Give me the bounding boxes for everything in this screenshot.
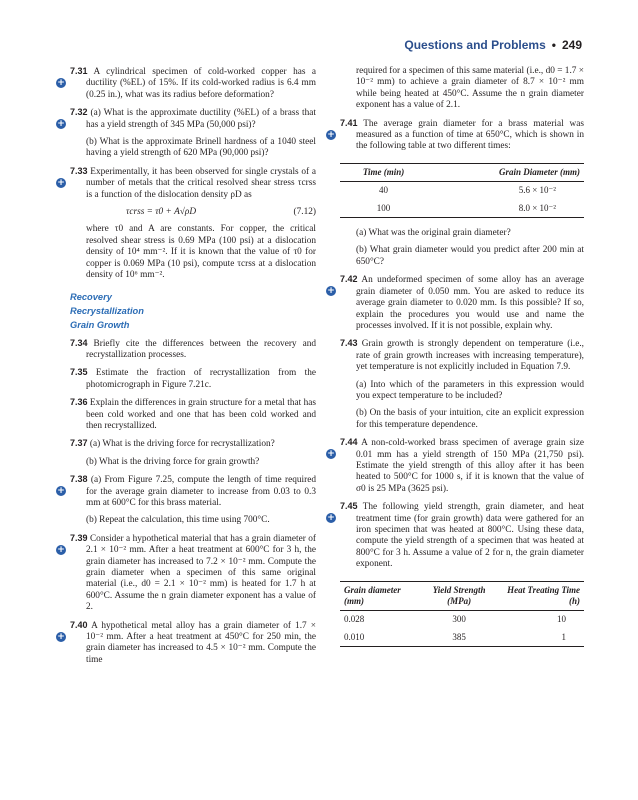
plus-icon[interactable]: + xyxy=(327,129,335,140)
yield-strength-table xyxy=(340,581,584,648)
problem-7-35 xyxy=(70,367,316,391)
problem-7-44 xyxy=(327,437,584,495)
problem-number: 7.35 xyxy=(70,367,88,378)
problem-number: 7.37 xyxy=(70,438,88,449)
problem-part-a: (a) What is the driving force for recrystallization? xyxy=(89,439,275,450)
equation-7-12 xyxy=(86,207,316,218)
problem-text: A hypothetical metal alloy has a grain diameter of 1.7 × 10⁻² mm. After a heat treatment at 450°C for 250 min, the grain diameter has increased to 4.5 × 10⁻² mm. Compute the time xyxy=(86,620,316,665)
problem-number: 7.33 xyxy=(70,165,88,176)
table-header: Time (min) xyxy=(362,166,405,177)
problem-text-continued: where τ0 and A are constants. For copper, the critical resolved shear stress is 0.69 MPa (100 psi) at a dislocation density of 10⁴ mm⁻². If it is known that the value of τ0 for copper is 0.069 MPa (10 psi), compute τcrss at a dislocation density of 10⁶ mm⁻². xyxy=(86,224,316,281)
plus-icon[interactable]: + xyxy=(57,486,65,497)
problem-7-31 xyxy=(57,66,317,101)
table-header: Grain diameter (mm) xyxy=(344,584,401,607)
table-row xyxy=(340,200,584,218)
plus-icon[interactable]: + xyxy=(57,631,65,642)
problem-number: 7.31 xyxy=(70,66,88,76)
table-header: Heat Treating Time (h) xyxy=(507,584,580,607)
problem-number: 7.34 xyxy=(70,337,88,348)
problem-7-45 xyxy=(327,501,584,570)
problem-text: Briefly cite the differences between the recovery and recrystallization processes. xyxy=(86,338,316,360)
problem-7-38 xyxy=(57,474,316,509)
section-headings xyxy=(70,290,316,332)
plus-icon[interactable]: + xyxy=(57,544,65,555)
problem-7-32 xyxy=(57,107,316,131)
problem-7-39 xyxy=(57,532,316,614)
problem-number: 7.44 xyxy=(340,437,358,448)
problem-part-a: (a) What is the approximate ductility (%EL) of a brass that has a yield strength of 345 MPa (50,000 psi)? xyxy=(86,108,316,130)
table-row xyxy=(340,611,584,629)
problem-7-43 xyxy=(340,338,584,373)
plus-icon[interactable]: + xyxy=(57,177,65,188)
plus-icon[interactable]: + xyxy=(327,449,335,460)
page-number: 249 xyxy=(561,38,582,52)
left-column xyxy=(57,66,317,672)
problem-7-41 xyxy=(327,117,584,153)
problem-number: 7.43 xyxy=(340,338,358,349)
problem-text: The following yield strength, grain diameter, and heat treatment time (for grain growth) data were gathered for an iron specimen that was heated at 800°C. Using these data, compute the yield strength of a specimen that was heated at 800°C for 3 h. Assume a value of 2 for n, the grain diameter exponent. xyxy=(356,502,584,570)
running-header xyxy=(404,38,582,52)
section-grain-growth: Grain Growth xyxy=(70,319,130,330)
problem-number: 7.40 xyxy=(70,619,88,630)
problem-text: Explain the differences in grain structure for a metal that has been cold worked and one that has been cold worked and then recrystallized. xyxy=(86,398,316,431)
table-cell: 1 xyxy=(561,631,566,642)
header-title: Questions and Problems xyxy=(404,38,546,52)
problem-7-33 xyxy=(57,165,316,201)
equation-body: τcrss = τ0 + A√ρD xyxy=(126,207,197,218)
table-row xyxy=(340,182,584,200)
problem-number: 7.38 xyxy=(70,474,88,485)
section-recrystallization: Recrystallization xyxy=(70,305,144,316)
problem-number: 7.45 xyxy=(340,501,358,512)
plus-icon[interactable]: + xyxy=(57,119,65,130)
table-header-row xyxy=(340,581,584,611)
table-row xyxy=(340,629,584,647)
header-bullet: • xyxy=(551,38,556,52)
problem-part-b: (b) On the basis of your intuition, cite an explicit expression for this temperature dependence. xyxy=(356,408,584,430)
problem-number: 7.39 xyxy=(70,532,88,543)
problem-7-36 xyxy=(70,397,316,432)
problem-text: The average grain diameter for a brass material was measured as a function of time at 650°C, which is shown in the following table at two different times: xyxy=(356,118,584,152)
problem-7-37 xyxy=(70,438,316,450)
problem-text: Estimate the fraction of recrystallization from the photomicrograph in Figure 7.21c. xyxy=(86,368,316,390)
plus-icon[interactable]: + xyxy=(327,513,335,524)
table-cell: 5.6 × 10⁻² xyxy=(518,185,556,196)
table-cell: 8.0 × 10⁻² xyxy=(518,202,556,213)
plus-icon[interactable]: + xyxy=(57,78,65,88)
plus-icon[interactable]: + xyxy=(327,286,335,297)
table-cell: 385 xyxy=(452,631,466,642)
right-column xyxy=(327,66,584,647)
problem-number: 7.41 xyxy=(340,117,358,128)
problem-text: An undeformed specimen of some alloy has an average grain diameter of 0.050 mm. You are asked to reduce its average grain diameter to 0.020 mm. Is this possible? If so, explain the procedures you would use and name the processes involved. If it is not possible, explain why. xyxy=(356,275,584,331)
section-recovery: Recovery xyxy=(70,291,112,302)
problem-part-a: (a) What was the original grain diameter? xyxy=(356,228,511,239)
problem-part-a: (a) From Figure 7.25, compute the length of time required for the average grain diameter to increase from 0.03 to 0.3 mm at 600°C for this brass material. xyxy=(86,475,316,508)
problem-7-40-continued: required for a specimen of this same material (i.e., d0 = 1.7 × 10⁻² mm) to achieve a grain diameter of 8.7 × 10⁻² mm while being heated at 450°C. Assume the n grain diameter exponent has a value of 2.1. xyxy=(356,66,584,111)
problem-part-b: (b) What is the approximate Brinell hardness of a 1040 steel having a yield strength of 620 MPa (90,000 psi)? xyxy=(86,137,316,159)
problem-number: 7.36 xyxy=(70,397,88,408)
problem-text: A cylindrical specimen of cold-worked copper has a ductility (%EL) of 15%. If its cold-worked radius is 6.4 mm (0.25 in.), what was its radius before deformation? xyxy=(86,67,317,100)
problem-text: Experimentally, it has been observed for single crystals of a number of metals that the critical resolved shear stress τcrss is a function of the dislocation density ρD as xyxy=(86,166,316,200)
table-cell: 100 xyxy=(376,202,391,213)
problem-part-b: (b) Repeat the calculation, this time using 700°C. xyxy=(86,515,270,526)
table-header: Grain Diameter (mm) xyxy=(499,166,580,177)
problem-7-40 xyxy=(57,619,316,667)
table-header-row xyxy=(340,163,584,181)
problem-text: A non-cold-worked brass specimen of average grain size 0.01 mm has a yield strength of 150 MPa (21,750 psi). Estimate the yield strength of this alloy after it has been heated to 500°C for 1000 s, if it is known that the value of σ0 is 25 MPa (3625 psi). xyxy=(356,438,584,494)
problem-text: Grain growth is strongly dependent on temperature (i.e., rate of grain growth increases with increasing temperature), yet temperature is not explicitly included in Equation 7.9. xyxy=(356,339,584,373)
problem-text: Consider a hypothetical material that has a grain diameter of 2.1 × 10⁻² mm. After a heat treatment at 600°C for 3 h, the grain diameter has increased to 7.2 × 10⁻² mm. Compute the grain diameter when a specimen of this same original material (i.e., d0 = 2.1 × 10⁻² mm) is heated for 1.7 h at 600°C. Assume the n grain diameter exponent has a value of 2. xyxy=(86,533,316,613)
problem-7-34 xyxy=(70,338,316,362)
table-cell: 0.010 xyxy=(344,631,365,642)
problem-part-b: (b) What is the driving force for grain growth? xyxy=(86,456,260,467)
equation-number: (7.12) xyxy=(293,207,316,218)
problem-7-42 xyxy=(327,274,584,332)
problem-part-a: (a) Into which of the parameters in this expression would you expect temperature to be included? xyxy=(356,379,584,401)
table-cell: 300 xyxy=(452,614,466,625)
table-cell: 10 xyxy=(557,614,566,625)
problem-number: 7.32 xyxy=(70,107,88,118)
problem-number: 7.42 xyxy=(340,274,358,285)
grain-diameter-table xyxy=(340,163,584,218)
table-cell: 40 xyxy=(379,185,389,196)
table-header: Yield Strength (MPa) xyxy=(432,584,486,607)
table-cell: 0.028 xyxy=(344,614,365,625)
problem-part-b: (b) What grain diameter would you predict after 200 min at 650°C? xyxy=(356,245,584,267)
